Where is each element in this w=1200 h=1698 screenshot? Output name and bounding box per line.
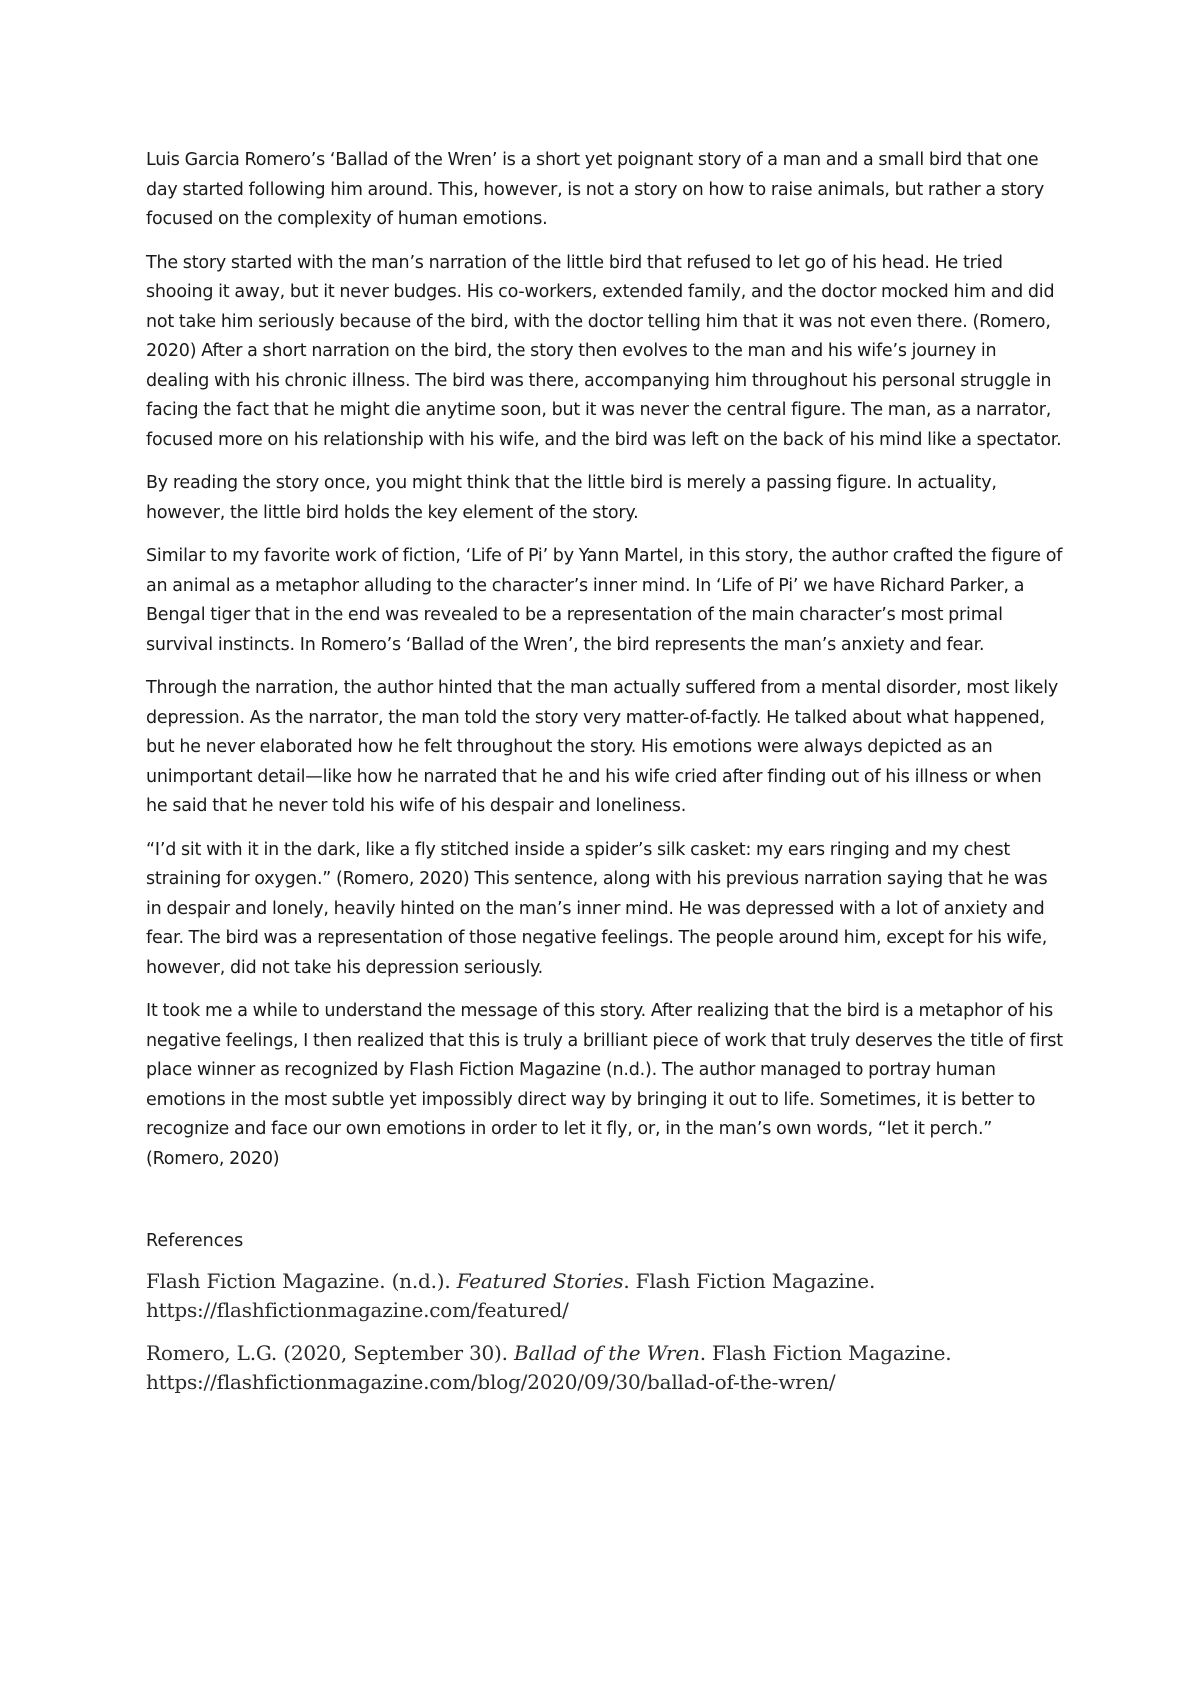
reference-entry-2: [146, 1339, 1064, 1397]
reference-1-suffix: . Flash Fiction Magazine. https://flashfictionmagazine.com/featured/: [146, 1268, 876, 1322]
reference-2-title: Ballad of the Wren: [513, 1340, 700, 1365]
paragraph-5: Through the narration, the author hinted that the man actually suffered from a mental disorder, most likely depression. As the narrator, the man told the story very matter-of-factly. He talked about what happened, but he never elaborated how he felt throughout the story. His emotions were always depicted as an unimportant detail—like how he narrated that he and his wife cried after finding out of his illness or when he said that he never told his wife of his despair and loneliness.: [146, 678, 1059, 816]
reference-2-prefix: Romero, L.G. (2020, September 30).: [146, 1340, 514, 1365]
paragraph-7: It took me a while to understand the message of this story. After realizing that the bird is a metaphor of his negative feelings, I then realized that this is truly a brilliant piece of work that truly deserves the title of first place winner as recognized by Flash Fiction Magazine (n.d.). The author managed to portray human emotions in the most subtle yet impossibly direct way by bringing it out to life. Sometimes, it is better to recognize and face our own emotions in order to let it fly, or, in the man’s own words, “let it perch.” (Romero, 2020): [146, 1001, 1063, 1169]
essay-body: [146, 146, 1064, 1411]
paragraph-3: By reading the story once, you might think that the little bird is merely a passing figure. In actuality, however, the little bird holds the key element of the story.: [146, 473, 997, 523]
reference-1-title: Featured Stories: [456, 1268, 624, 1293]
reference-1-prefix: Flash Fiction Magazine. (n.d.).: [146, 1268, 457, 1293]
paragraph-6: “I’d sit with it in the dark, like a fly stitched inside a spider’s silk casket: my ears ringing and my chest straining for oxygen.” (Romero, 2020) This sentence, along with his previous narration saying that he was in despair and lonely, heavily hinted on the man’s inner mind. He was depressed with a lot of anxiety and fear. The bird was a representation of those negative feelings. The people around him, except for his wife, however, did not take his depression seriously.: [146, 839, 1048, 978]
paragraph-4: Similar to my favorite work of fiction, ‘Life of Pi’ by Yann Martel, in this story, the author crafted the figure of an animal as a metaphor alluding to the character’s inner mind. In ‘Life of Pi’ we have Richard Parker, a Bengal tiger that in the end was revealed to be a representation of the main character’s most primal survival instincts. In Romero’s ‘Ballad of the Wren’, the bird represents the man’s anxiety and fear.: [146, 546, 1063, 655]
paragraph-1: Luis Garcia Romero’s ‘Ballad of the Wren’ is a short yet poignant story of a man and a small bird that one day started following him around. This, however, is not a story on how to raise animals, but rather a story focused on the complexity of human emotions.: [146, 150, 1045, 229]
paragraph-2: The story started with the man’s narration of the little bird that refused to let go of his head. He tried shooing it away, but it never budges. His co-workers, extended family, and the doctor mocked him and did not take him seriously because of the bird, with the doctor telling him that it was not even there. (Romero, 2020) After a short narration on the bird, the story then evolves to the man and his wife’s journey in dealing with his chronic illness. The bird was there, accompanying him throughout his personal struggle in facing the fact that he might die anytime soon, but it was never the central figure. The man, as a narrator, focused more on his relationship with his wife, and the bird was left on the back of his mind like a spectator.: [146, 252, 1062, 450]
references-heading: References: [146, 1231, 244, 1251]
reference-entry-1: [146, 1267, 1064, 1325]
reference-2-suffix: . Flash Fiction Magazine. https://flashfictionmagazine.com/blog/2020/09/30/ballad-of-the-wren/: [146, 1340, 952, 1394]
